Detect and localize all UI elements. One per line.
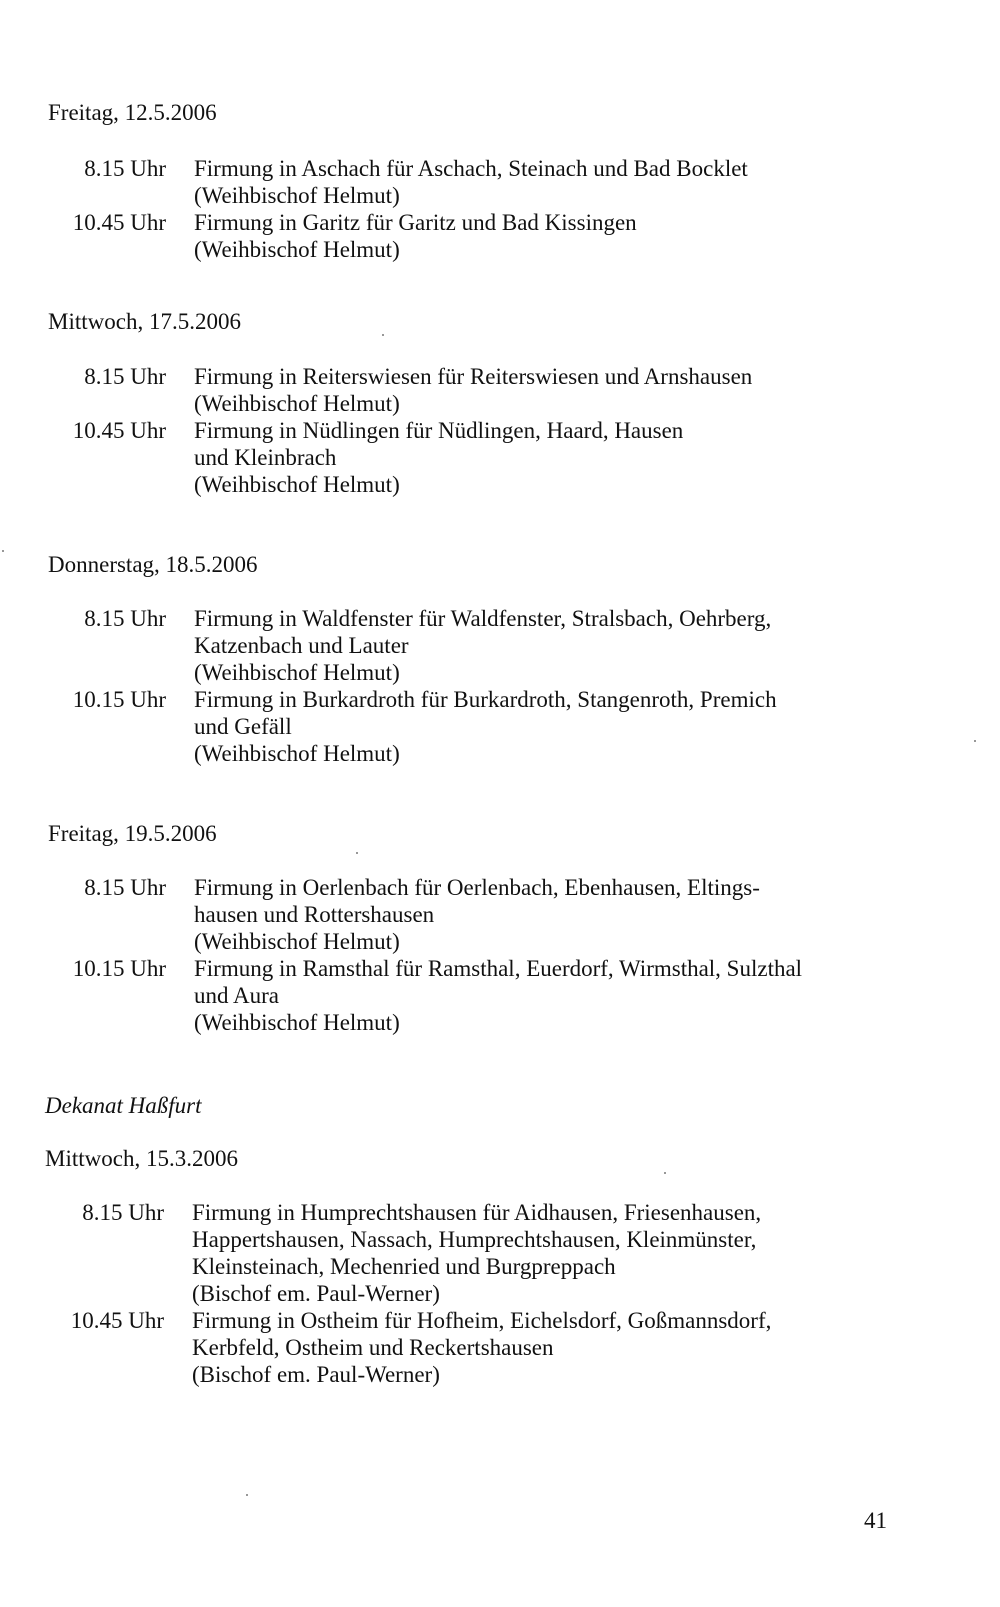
scan-speck — [382, 334, 384, 336]
entry-line: Firmung in Ramsthal für Ramsthal, Euerdorf, Wirmsthal, Sulzthal — [194, 956, 803, 981]
entry-line: Firmung in Waldfenster für Waldfenster, Stralsbach, Oehrberg, — [194, 606, 772, 631]
entry-line: Kleinsteinach, Mechenried und Burgpreppach — [192, 1254, 616, 1279]
entry-time: 8.15 Uhr — [84, 364, 166, 389]
day-heading: Mittwoch, 17.5.2006 — [48, 309, 241, 334]
scan-speck — [2, 550, 4, 552]
entry-line: Firmung in Humprechtshausen für Aidhausen, Friesenhausen, — [192, 1200, 762, 1225]
entry-line: (Bischof em. Paul-Werner) — [192, 1362, 440, 1387]
entry-time: 10.15 Uhr — [72, 687, 166, 712]
entry-text — [194, 955, 914, 1036]
entry-line: Firmung in Oerlenbach für Oerlenbach, Ebenhausen, Eltings- — [194, 875, 760, 900]
page-number: 41 — [864, 1508, 887, 1533]
entry-text — [194, 686, 914, 767]
entry-line: Happertshausen, Nassach, Humprechtshausen, Kleinmünster, — [192, 1227, 757, 1252]
scan-speck — [974, 740, 976, 742]
entry-time: 10.45 Uhr — [72, 418, 166, 443]
entry-time: 8.15 Uhr — [84, 875, 166, 900]
entry-text — [194, 605, 914, 686]
entry-time: 10.45 Uhr — [72, 210, 166, 235]
entry-text — [194, 155, 914, 209]
entry-time: 8.15 Uhr — [84, 156, 166, 181]
entry-line: Firmung in Ostheim für Hofheim, Eichelsdorf, Goßmannsdorf, — [192, 1308, 772, 1333]
entry-text — [194, 363, 914, 417]
deanery-heading: Dekanat Haßfurt — [45, 1093, 202, 1118]
entry-text — [194, 209, 914, 263]
entry-line: Firmung in Reiterswiesen für Reiterswiesen und Arnshausen — [194, 364, 753, 389]
entry-line: Firmung in Nüdlingen für Nüdlingen, Haard, Hausen — [194, 418, 684, 443]
scan-speck — [356, 852, 358, 854]
day-heading: Freitag, 19.5.2006 — [48, 821, 217, 846]
entry-line: und Kleinbrach — [194, 445, 337, 470]
entry-line: (Weihbischof Helmut) — [194, 929, 400, 954]
entry-line: und Gefäll — [194, 714, 292, 739]
entry-text — [192, 1199, 912, 1307]
day-heading: Freitag, 12.5.2006 — [48, 100, 217, 125]
scan-speck — [246, 1494, 248, 1496]
entry-line: Firmung in Aschach für Aschach, Steinach und Bad Bocklet — [194, 156, 748, 181]
entry-line: Katzenbach und Lauter — [194, 633, 409, 658]
entry-time: 8.15 Uhr — [84, 606, 166, 631]
entry-text — [192, 1307, 912, 1388]
entry-line: (Weihbischof Helmut) — [194, 472, 400, 497]
entry-line: (Weihbischof Helmut) — [194, 1010, 400, 1035]
entry-line: (Bischof em. Paul-Werner) — [192, 1281, 440, 1306]
entry-line: (Weihbischof Helmut) — [194, 660, 400, 685]
scan-speck — [664, 1172, 666, 1174]
entry-line: Firmung in Burkardroth für Burkardroth, Stangenroth, Premich — [194, 687, 777, 712]
entry-time: 10.45 Uhr — [70, 1308, 164, 1333]
entry-line: (Weihbischof Helmut) — [194, 183, 400, 208]
day-heading: Mittwoch, 15.3.2006 — [45, 1146, 238, 1171]
entry-line: (Weihbischof Helmut) — [194, 237, 400, 262]
entry-line: hausen und Rottershausen — [194, 902, 435, 927]
entry-line: (Weihbischof Helmut) — [194, 741, 400, 766]
day-heading: Donnerstag, 18.5.2006 — [48, 552, 258, 577]
entry-text — [194, 417, 914, 498]
entry-line: Kerbfeld, Ostheim und Reckertshausen — [192, 1335, 554, 1360]
entry-time: 10.15 Uhr — [72, 956, 166, 981]
entry-line: und Aura — [194, 983, 279, 1008]
entry-text — [194, 874, 914, 955]
entry-line: (Weihbischof Helmut) — [194, 391, 400, 416]
entry-time: 8.15 Uhr — [82, 1200, 164, 1225]
entry-line: Firmung in Garitz für Garitz und Bad Kissingen — [194, 210, 637, 235]
